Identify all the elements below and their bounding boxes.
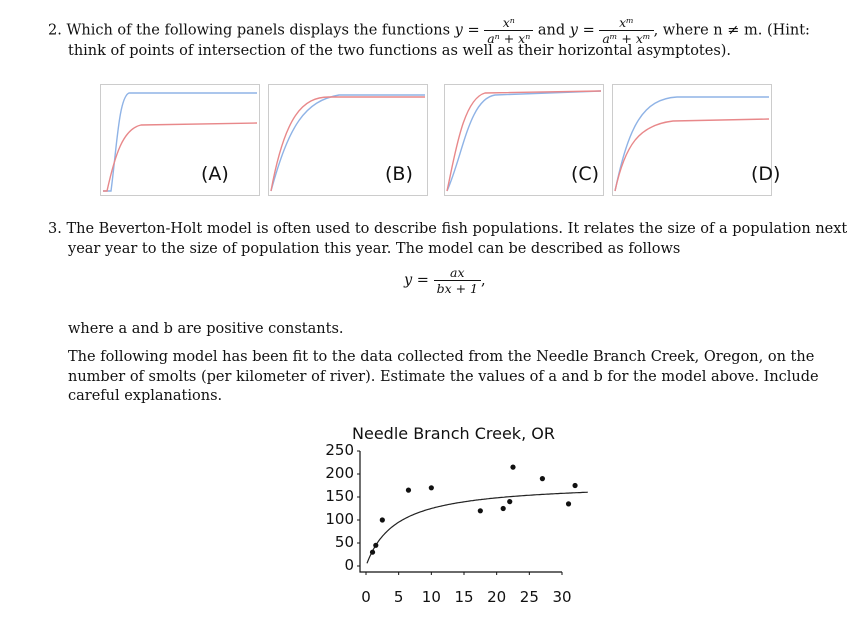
data-point xyxy=(370,550,375,555)
y-tick-label: 150 xyxy=(325,487,354,505)
x-tick-label: 25 xyxy=(519,588,539,606)
panel-c-label: (C) xyxy=(571,163,600,185)
q2-number: 2. xyxy=(48,22,62,39)
formula-fraction: $\frac{ax}{bx + 1}$ xyxy=(434,266,481,295)
panel-a-label: (A) xyxy=(201,163,229,185)
y-tick-label: 100 xyxy=(325,510,354,528)
chart-axes xyxy=(360,451,562,572)
formula-comma: , xyxy=(481,272,486,289)
data-point xyxy=(429,485,434,490)
q3-number: 3. xyxy=(48,221,62,237)
x-tick-label: 15 xyxy=(454,588,474,606)
data-point xyxy=(478,508,483,513)
data-point xyxy=(566,501,571,506)
q2-eq2: y = xyxy=(569,22,595,39)
y-tick-label: 50 xyxy=(334,533,354,551)
q3-where: where a and b are positive constants. xyxy=(68,321,344,337)
q2-prefix: Which of the following panels displays the functions xyxy=(66,22,451,39)
fitted-curve xyxy=(367,492,588,563)
x-tick-label: 0 xyxy=(361,588,371,606)
x-tick-label: 5 xyxy=(393,588,404,606)
q3-text1: The Beverton-Holt model is often used to describe fish populations. It relates the size of a population next xyxy=(66,221,848,237)
data-point xyxy=(373,543,378,548)
data-point xyxy=(406,488,411,493)
panel-b-label: (B) xyxy=(385,163,413,185)
q3-para-line1: The following model has been fit to the data collected from the Needle Branch Creek, Oregon, on the xyxy=(68,349,815,365)
x-tick-label: 20 xyxy=(487,588,507,606)
q2-fraction-2: $\frac{\text{xᵐ}}{\text{aᵐ + xᵐ}}$ xyxy=(599,16,653,45)
x-tick-label: 10 xyxy=(421,588,441,606)
formula-lhs: y = xyxy=(404,272,429,289)
panel-d-label: (D) xyxy=(751,163,781,185)
chart-title: Needle Branch Creek, OR xyxy=(352,424,555,443)
x-tick-label: 30 xyxy=(552,588,572,606)
q3-para-line2: number of smolts (per kilometer of river). Estimate the values of a and b for the model above. Include xyxy=(68,369,819,385)
q2-and: and xyxy=(537,22,566,39)
q3-para-line3: careful explanations. xyxy=(68,388,223,404)
data-point xyxy=(507,499,512,504)
q3-line2: year year to the size of population this year. The model can be described as follows xyxy=(68,241,681,257)
y-tick-label: 250 xyxy=(325,441,354,459)
q2-eq1: y = xyxy=(454,22,480,39)
data-point xyxy=(540,476,545,481)
data-point xyxy=(380,517,385,522)
y-tick-label: 200 xyxy=(325,464,354,482)
q2-suffix: , where n ≠ m. (Hint: xyxy=(653,22,810,39)
q2-fraction-1: $\frac{\text{xⁿ}}{\text{aⁿ + xⁿ}}$ xyxy=(484,16,533,45)
y-tick-label: 0 xyxy=(344,556,354,574)
q2-line2: think of points of intersection of the two functions as well as their horizontal asymptotes). xyxy=(68,43,732,59)
data-point xyxy=(572,483,577,488)
data-point xyxy=(501,506,506,511)
data-point xyxy=(510,465,515,470)
